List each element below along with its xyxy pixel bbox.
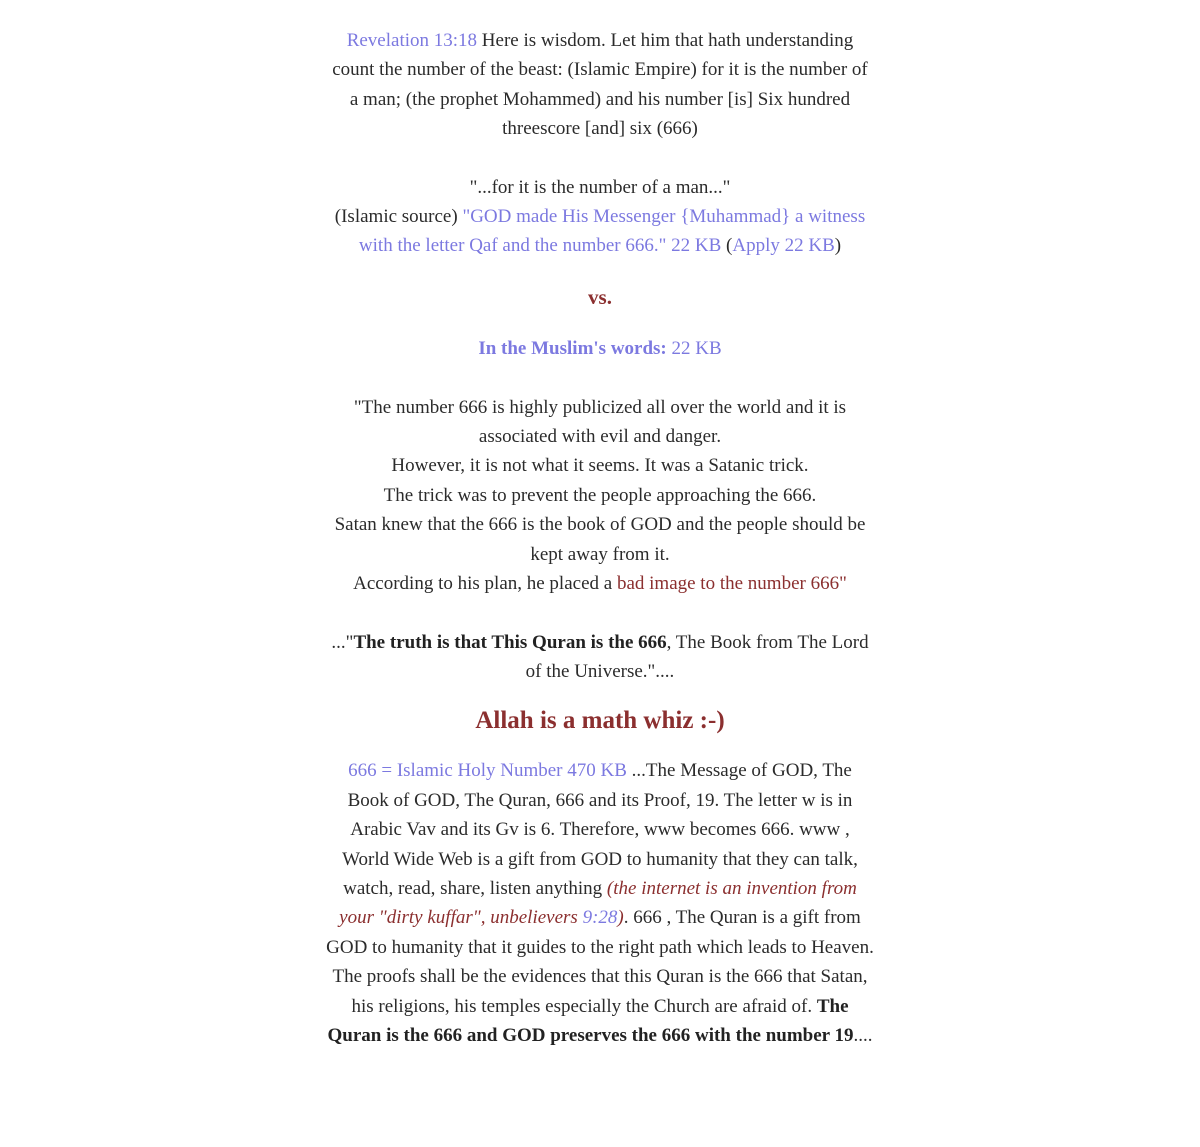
- muslim-quote-line-3: The trick was to prevent the people approaching the 666.: [383, 484, 817, 506]
- truth-bold: The truth is that This Quran is the 666: [353, 631, 667, 653]
- holy-number-text-2: . 666 , The Quran is a gift from GOD to humanity that it guides to the right path which leads to Heaven. The proofs shall be the evidences that this Quran is the 666 that Satan, his religions, his temples especially the Church are afraid of.: [326, 907, 874, 1017]
- internet-italic: (the internet is an invention from your "dirty kuffar", unbelievers: [339, 877, 857, 929]
- source-mid: (: [721, 235, 733, 257]
- holy-number-link[interactable]: 666 = Islamic Holy Number 470 KB: [348, 760, 627, 782]
- source-prefix: (Islamic source): [334, 206, 463, 228]
- math-heading: Allah is a math whiz :-): [475, 707, 725, 735]
- muslim-quote-line-2: However, it is not what it seems. It was a Satanic trick.: [391, 455, 809, 477]
- apply-link[interactable]: Apply 22 KB: [732, 235, 835, 257]
- source-suffix: ): [834, 235, 842, 257]
- source-paragraph: [326, 202, 874, 261]
- truth-paragraph: [326, 628, 874, 687]
- holy-number-end: ....: [853, 1024, 873, 1046]
- vs-label: vs.: [588, 284, 612, 309]
- quote-man: "...for it is the number of a man...": [469, 176, 731, 198]
- verse-text: Here is wisdom. Let him that hath understanding count the number of the beast: (Islamic Empire) for it is the number of a man; (the prophet Mohammed) and his number [is] Six hundred threescore [and] six (666): [332, 30, 868, 140]
- holy-number-text-1: ...The Message of GOD, The Book of GOD, The Quran, 666 and its Proof, 19. The letter w is in Arabic Vav and its Gv is 6. Therefore, www becomes 666. www , World Wide Web is a gift from GOD to humanity that they can talk, watch, read, share, listen anything: [342, 760, 858, 899]
- muslim-quote-line-1: "The number 666 is highly publicized all over the world and it is associated with evil and danger.: [353, 396, 847, 448]
- holy-number-paragraph: [326, 756, 874, 1050]
- muslim-quote-line-5: [326, 569, 874, 598]
- truth-prefix: ...": [331, 631, 354, 653]
- muslim-words-size-link[interactable]: 22 KB: [666, 338, 722, 360]
- muslim-words-link[interactable]: In the Muslim's words:: [478, 338, 667, 360]
- muslim-quote-line-5-prefix: According to his plan, he placed a: [353, 573, 617, 595]
- muslim-words-line: [326, 334, 874, 363]
- internet-italic-close: ): [617, 907, 624, 929]
- article-body: [326, 0, 874, 1050]
- bad-image-text: bad image to the number 666": [616, 573, 847, 595]
- verse-paragraph: [326, 26, 874, 144]
- truth-rest: , The Book from The Lord of the Universe."....: [525, 631, 869, 682]
- revelation-link[interactable]: Revelation 13:18: [346, 30, 478, 51]
- source-link[interactable]: "GOD made His Messenger {Muhammad} a witness with the letter Qaf and the number 666." 22 KB: [358, 206, 866, 257]
- muslim-quote-line-4: Satan knew that the 666 is the book of GOD and the people should be kept away from it.: [334, 514, 866, 565]
- quran-666-bold: The Quran is the 666 and GOD preserves the 666 with the number 19: [327, 995, 854, 1046]
- verse-9-28-link[interactable]: 9:28: [582, 907, 618, 929]
